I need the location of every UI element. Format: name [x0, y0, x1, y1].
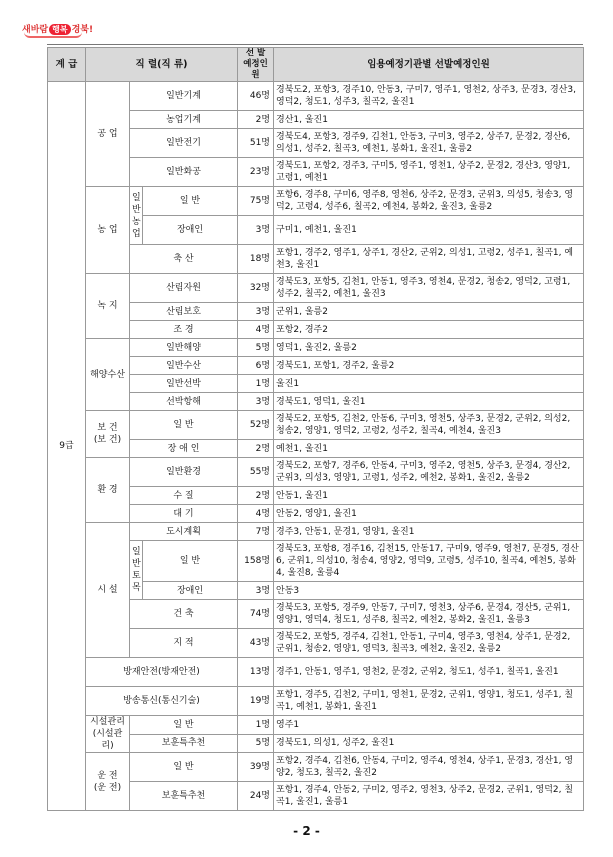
position-label: 일반선박 — [130, 375, 238, 393]
table-row — [48, 687, 584, 716]
position-label: 일반전기 — [130, 129, 238, 158]
count-cell: 6명 — [238, 357, 274, 375]
header-position: 직 렬(직 류) — [86, 48, 238, 82]
vt-char: 토 — [132, 571, 141, 581]
table-row — [48, 753, 584, 782]
agencies-cell: 경북도1, 포항2, 경주3, 구미5, 영주1, 영천1, 상주2, 문경2, 경산3, 영양1, 고령1, 예천1 — [274, 158, 584, 187]
group-siseol-gwanri-top: 시설관리 — [90, 717, 125, 727]
count-cell: 1명 — [238, 375, 274, 393]
table-row — [48, 274, 584, 303]
position-label: 농업기계 — [130, 111, 238, 129]
count-cell: 43명 — [238, 629, 274, 658]
count-cell: 52명 — [238, 411, 274, 440]
position-label: 일 반 — [143, 187, 238, 216]
count-cell: 24명 — [238, 782, 274, 811]
group-bogeon-top: 보 건 — [97, 423, 118, 433]
agencies-cell: 경북도3, 포항5, 경주9, 안동7, 구미7, 영천3, 상주6, 문경4, 경산5, 군위1, 영양1, 영덕4, 청도1, 성주8, 칠곡2, 예천2, 봉화2, 울진1, 울릉3 — [274, 600, 584, 629]
count-cell: 1명 — [238, 716, 274, 735]
position-label: 보훈특추천 — [130, 782, 238, 811]
position-label: 일 반 — [143, 541, 238, 582]
count-cell: 19명 — [238, 687, 274, 716]
logo-heart: 행복 — [49, 24, 70, 35]
grade-cell: 9급 — [48, 82, 86, 811]
agencies-cell: 경북도1, 의성1, 성주2, 울진1 — [274, 734, 584, 753]
agencies-cell: 안동2, 영양1, 울진1 — [274, 505, 584, 523]
count-cell: 5명 — [238, 339, 274, 357]
logo-suffix: 경북! — [71, 25, 94, 35]
agencies-cell: 군위1, 울릉2 — [274, 303, 584, 321]
agencies-cell: 포항1, 경주5, 김천2, 구미1, 영천1, 문경2, 군위1, 영양1, 청도1, 성주1, 칠곡1, 예천1, 봉화1, 울진1 — [274, 687, 584, 716]
count-cell: 74명 — [238, 600, 274, 629]
position-label: 일반기계 — [130, 82, 238, 111]
position-label: 건 축 — [130, 600, 238, 629]
count-cell: 4명 — [238, 321, 274, 339]
count-cell: 75명 — [238, 187, 274, 216]
count-cell: 51명 — [238, 129, 274, 158]
count-cell: 39명 — [238, 753, 274, 782]
position-label: 일 반 — [130, 753, 238, 782]
count-cell: 3명 — [238, 216, 274, 245]
agencies-cell: 경북도2, 포항5, 김천2, 안동6, 구미3, 영천5, 상주3, 문경2, 군위2, 의성2, 청송2, 영양1, 영덕2, 고령2, 성주2, 칠곡4, 예천4, 울진3 — [274, 411, 584, 440]
position-label: 장 애 인 — [130, 440, 238, 458]
count-cell: 55명 — [238, 458, 274, 487]
count-cell: 5명 — [238, 734, 274, 753]
header-count-top: 선 발 — [245, 48, 266, 58]
agencies-cell: 포항1, 경주4, 안동2, 구미2, 영주2, 영천3, 상주2, 문경2, 군위1, 영덕2, 칠곡1, 울진1, 울릉1 — [274, 782, 584, 811]
agencies-cell: 경산1, 울진1 — [274, 111, 584, 129]
agencies-cell: 경주1, 안동1, 영주1, 영천2, 문경2, 군위2, 청도1, 성주1, 칠곡1, 울진1 — [274, 658, 584, 687]
position-label: 조 경 — [130, 321, 238, 339]
agencies-cell: 경북도2, 포항3, 경주10, 안동3, 구미7, 영주1, 영천2, 상주3, 문경3, 경산3, 영덕2, 청도1, 성주3, 칠곡2, 울진1 — [274, 82, 584, 111]
agencies-cell: 경북도3, 포항5, 김천1, 안동1, 영주3, 영천4, 문경2, 청송2, 영덕2, 고령1, 성주2, 칠곡2, 예천1, 울진3 — [274, 274, 584, 303]
agencies-cell: 안동1, 울진1 — [274, 487, 584, 505]
agencies-cell: 경북도2, 포항7, 경주6, 안동4, 구미3, 영주2, 영천5, 상주3, 문경4, 경산2, 군위3, 의성3, 영양1, 고령1, 성주2, 예천2, 봉화1, 울진2, 울릉2 — [274, 458, 584, 487]
vt-char: 일 — [132, 192, 141, 203]
header-grade: 계 급 — [48, 48, 86, 82]
vt-char: 일 — [132, 547, 141, 557]
agencies-cell: 경북도1, 포항1, 경주2, 울릉2 — [274, 357, 584, 375]
position-label: 방재안전(방재안전) — [86, 658, 238, 687]
gyeongbuk-logo — [22, 22, 93, 35]
count-cell: 4명 — [238, 505, 274, 523]
recruitment-table — [47, 47, 584, 811]
agencies-cell: 영주1 — [274, 716, 584, 735]
position-label: 일반화공 — [130, 158, 238, 187]
position-label: 산림보호 — [130, 303, 238, 321]
position-label: 일반환경 — [130, 458, 238, 487]
group-nokji: 녹 지 — [86, 274, 130, 339]
agencies-cell: 경북도1, 영덕1, 울진1 — [274, 393, 584, 411]
position-label: 장애인 — [143, 582, 238, 600]
agencies-cell: 경주3, 안동1, 문경1, 영양1, 울진1 — [274, 523, 584, 541]
logo-swoosh-icon — [24, 32, 82, 38]
vt-char: 목 — [132, 583, 141, 593]
group-gongeop: 공 업 — [86, 82, 130, 187]
agencies-cell: 경북도3, 포항8, 경주16, 김천15, 안동17, 구미9, 영주9, 영천7, 문경5, 경산6, 군위1, 의성10, 청송4, 영양2, 영덕9, 고령5, 성주10, 칠곡4, 예천5, 봉화4, 울진8, 울릉4 — [274, 541, 584, 582]
count-cell: 2명 — [238, 487, 274, 505]
count-cell: 3명 — [238, 303, 274, 321]
agencies-cell: 경북도2, 포항5, 경주4, 김천1, 안동1, 구미4, 영주3, 영천4, 상주1, 문경2, 군위1, 청송2, 영양1, 영덕3, 칠곡3, 예천2, 울진2, 울릉2 — [274, 629, 584, 658]
position-label: 축 산 — [130, 245, 238, 274]
agencies-cell: 포항2, 경주4, 김천6, 안동4, 구미2, 영주4, 영천4, 상주1, 문경3, 경산1, 영양2, 청도3, 칠곡2, 울진2 — [274, 753, 584, 782]
agencies-cell: 구미1, 예천1, 울진1 — [274, 216, 584, 245]
group-bogeon-bottom: (보 건) — [93, 435, 122, 445]
agencies-cell: 포항6, 경주8, 구미6, 영주8, 영천6, 상주2, 문경3, 군위3, 의성5, 청송3, 영덕2, 고령4, 성주6, 칠곡2, 예천4, 봉화2, 울진3, 울릉2 — [274, 187, 584, 216]
position-label: 일반해양 — [130, 339, 238, 357]
header-rule — [47, 44, 583, 45]
table-row — [48, 411, 584, 440]
count-cell: 158명 — [238, 541, 274, 582]
position-label: 산림자원 — [130, 274, 238, 303]
header-count — [238, 48, 274, 82]
group-haeyang: 해양수산 — [86, 339, 130, 411]
position-label: 선박항해 — [130, 393, 238, 411]
subgroup-ilban-tomok — [130, 541, 143, 600]
position-label: 일 반 — [130, 411, 238, 440]
count-cell: 23명 — [238, 158, 274, 187]
table-row — [48, 82, 584, 111]
page-number: - 2 - — [293, 824, 320, 838]
table-row — [48, 716, 584, 735]
agencies-cell: 영덕1, 울진2, 울릉2 — [274, 339, 584, 357]
count-cell: 46명 — [238, 82, 274, 111]
position-label: 일 반 — [130, 716, 238, 735]
vt-char: 반 — [132, 204, 141, 215]
table-row — [48, 523, 584, 541]
position-label: 수 질 — [130, 487, 238, 505]
vt-char: 농 — [132, 216, 141, 227]
count-cell: 3명 — [238, 393, 274, 411]
position-label: 도시계획 — [130, 523, 238, 541]
table-row — [48, 187, 584, 216]
group-siseol-gwanri — [86, 716, 130, 753]
group-siseol: 시 설 — [86, 523, 130, 658]
vt-char: 업 — [132, 228, 141, 239]
agencies-cell: 포항2, 경주2 — [274, 321, 584, 339]
agencies-cell: 예천1, 울진1 — [274, 440, 584, 458]
table-header-row — [48, 48, 584, 82]
position-label: 장애인 — [143, 216, 238, 245]
subgroup-ilban-nongeop — [130, 187, 143, 245]
group-unjeon — [86, 753, 130, 811]
vt-char: 반 — [132, 559, 141, 569]
table-row — [48, 658, 584, 687]
logo-prefix: 새바람 — [22, 25, 49, 35]
group-siseol-gwanri-bottom: (시설관리) — [92, 729, 123, 751]
group-bogeon — [86, 411, 130, 458]
table-row — [48, 339, 584, 357]
count-cell: 3명 — [238, 582, 274, 600]
count-cell: 18명 — [238, 245, 274, 274]
position-label: 방송통신(통신기술) — [86, 687, 238, 716]
group-unjeon-bottom: (운 전) — [93, 782, 122, 793]
position-label: 대 기 — [130, 505, 238, 523]
position-label: 보훈특추천 — [130, 734, 238, 753]
table-row — [48, 458, 584, 487]
agencies-cell: 안동3 — [274, 582, 584, 600]
header-agencies: 임용예정기관별 선발예정인원 — [274, 48, 584, 82]
count-cell: 2명 — [238, 440, 274, 458]
group-nongeop: 농 업 — [86, 187, 130, 274]
group-unjeon-top: 운 전 — [97, 770, 118, 781]
count-cell: 2명 — [238, 111, 274, 129]
agencies-cell: 포항1, 경주2, 영주1, 상주1, 경산2, 군위2, 의성1, 고령2, 성주1, 칠곡1, 예천3, 울진1 — [274, 245, 584, 274]
header-count-bottom: 예정인원 — [243, 59, 268, 80]
position-label: 지 적 — [130, 629, 238, 658]
group-hwangyeong: 환 경 — [86, 458, 130, 523]
position-label: 일반수산 — [130, 357, 238, 375]
agencies-cell: 경북도4, 포항3, 경주9, 김천1, 안동3, 구미3, 영주2, 상주7, 문경2, 경산6, 의성1, 성주2, 칠곡3, 예천1, 봉화1, 울진1, 울릉2 — [274, 129, 584, 158]
count-cell: 32명 — [238, 274, 274, 303]
count-cell: 13명 — [238, 658, 274, 687]
agencies-cell: 울진1 — [274, 375, 584, 393]
count-cell: 7명 — [238, 523, 274, 541]
